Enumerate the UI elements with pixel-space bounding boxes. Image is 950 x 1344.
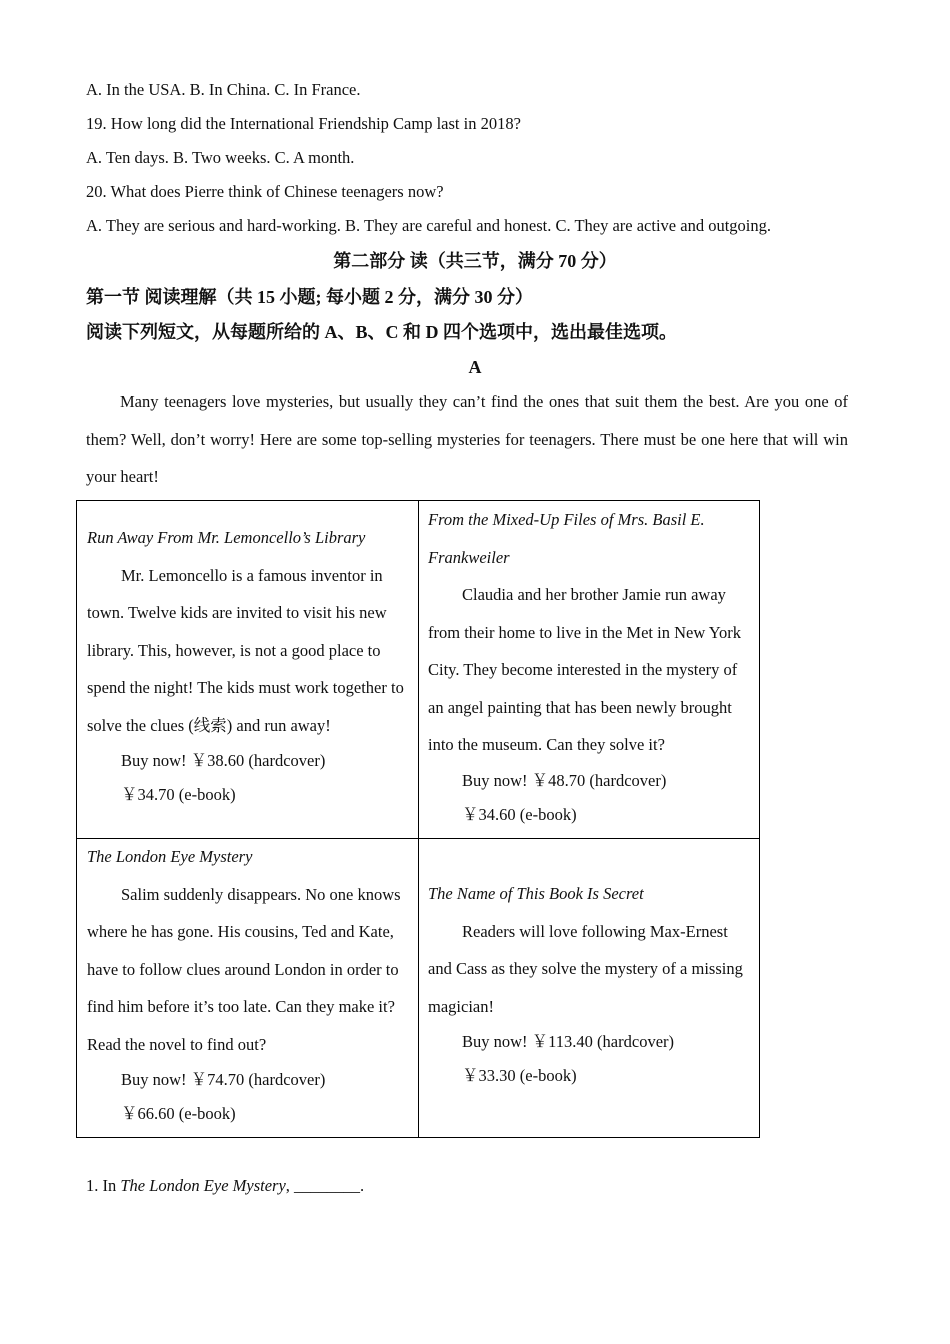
q20-question: 20. What does Pierre think of Chinese teenagers now? xyxy=(86,182,444,201)
q19-options: A. Ten days. B. Two weeks. C. A month. xyxy=(86,148,355,167)
question-prefix: 1. In xyxy=(86,1176,121,1195)
price-ebook: ￥33.30 (e-book) xyxy=(462,1066,577,1085)
price-ebook: ￥66.60 (e-book) xyxy=(121,1104,236,1123)
book-title: The London Eye Mystery xyxy=(87,847,253,866)
book-cell xyxy=(428,501,750,832)
price-hardcover: Buy now! ￥38.60 (hardcover) xyxy=(121,751,326,770)
book-title: The Name of This Book Is Secret xyxy=(428,884,644,903)
book-description: Claudia and her brother Jamie run away from their home to live in the Met in New York City. They become interested in the mystery of an angel painting that has been newly brought into the museum. Can they solve it? xyxy=(428,585,742,754)
price-hardcover: Buy now! ￥48.70 (hardcover) xyxy=(462,770,667,790)
book-description: Salim suddenly disappears. No one knows where he has gone. His cousins, Ted and Kate, have to follow clues around London in order to find him before it’s too late. Can they make it? Read the novel to find out? xyxy=(87,884,401,1054)
book-cell xyxy=(87,519,409,812)
books-table xyxy=(76,500,760,1138)
question-book-title: The London Eye Mystery xyxy=(120,1176,286,1195)
price-hardcover: Buy now! ￥74.70 (hardcover) xyxy=(121,1070,326,1089)
book-description: Readers will love following Max-Ernest and Cass as they solve the mystery of a missing magician! xyxy=(428,921,743,1016)
part-heading: 第二部分 读（共三节，满分 70 分） xyxy=(333,251,617,271)
intro-paragraph: Many teenagers love mysteries, but usually they can’t find the ones that suit them the best. Are you one of them? Well, don’t worry! Here are some top-selling mysteries for teenagers. There must be one here that will win your heart! xyxy=(86,392,848,486)
q19-question: 19. How long did the International Friendship Camp last in 2018? xyxy=(86,114,521,133)
section-heading: 第一节 阅读理解（共 15 小题; 每小题 2 分，满分 30 分） xyxy=(86,287,533,307)
book-cell xyxy=(87,838,409,1131)
price-ebook: ￥34.70 (e-book) xyxy=(121,785,236,804)
price-hardcover: Buy now! ￥113.40 (hardcover) xyxy=(462,1032,675,1051)
price-ebook: ￥34.60 (e-book) xyxy=(462,804,577,824)
question-1 xyxy=(86,1176,364,1196)
q20-options: A. They are serious and hard-working. B. They are careful and honest. C. They are active and outgoing. xyxy=(86,216,771,235)
q18-options: A. In the USA. B. In China. C. In France. xyxy=(86,80,361,99)
divider xyxy=(418,501,419,1137)
book-description: Mr. Lemoncello is a famous inventor in town. Twelve kids are invited to visit his new library. This, however, is not a good place to spend the night! The kids must work together to solve the clues (线索) and run away! xyxy=(87,565,404,735)
book-title: Run Away From Mr. Lemoncello’s Library xyxy=(87,528,366,547)
question-blank: , ________. xyxy=(285,1176,365,1195)
passage-label: A xyxy=(468,357,482,377)
book-title: From the Mixed-Up Files of Mrs. Basil E. Frankweiler xyxy=(428,510,705,567)
book-cell xyxy=(428,875,750,1093)
instruction: 阅读下列短文，从每题所给的 A、B、C 和 D 四个选项中，选出最佳选项。 xyxy=(86,322,677,342)
